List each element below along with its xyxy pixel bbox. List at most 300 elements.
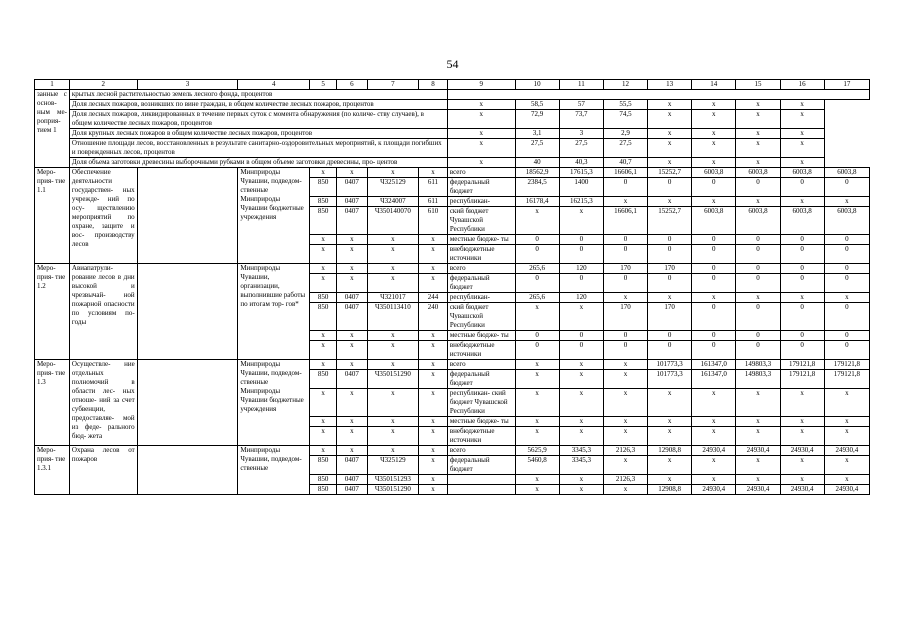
year-amount: 0 (692, 245, 736, 264)
expense-type-code: x (419, 235, 448, 245)
grbs-code: x (310, 168, 337, 178)
year-amount: x (648, 197, 692, 207)
year-amount: 0 (692, 331, 736, 341)
measure-label: Меро- прия- тие 1.2 (35, 264, 70, 360)
year-amount: 6003,8 (780, 207, 824, 235)
year-amount: 0 (780, 303, 824, 331)
indicator-value: x (780, 158, 824, 168)
expense-type-code: x (419, 245, 448, 264)
year-amount: 179121,8 (780, 360, 824, 370)
indicator-text: Отношение площади лесов, восстановленных в результате санитарно-оздоровительных мероприятий, к площади погибших и поврежденных лесов, процентов (69, 139, 447, 158)
grbs-code: 850 (310, 485, 337, 495)
funding-source: всего (447, 264, 515, 274)
year-amount: x (692, 389, 736, 417)
funding-source: местные бюдже- ты (447, 417, 515, 427)
year-amount: 24930,4 (736, 446, 780, 456)
funding-source (447, 485, 515, 495)
year-amount: 0 (780, 331, 824, 341)
indicator-text: Доля объема заготовки древесины выборочными рубками в общем объеме заготовки древесины, про- центов (69, 158, 447, 168)
expense-type-code: x (419, 331, 448, 341)
year-amount: 2126,3 (603, 446, 647, 456)
related-program-cell (137, 168, 238, 264)
year-amount: 5625,9 (515, 446, 559, 456)
measure-name: Осуществле- ние отдельных полномочий в области лес- ных отноше- ний за счет субвенции, предоставляе- мой из феде- рального бюд- жета (69, 360, 137, 446)
year-amount: 5460,8 (515, 456, 559, 475)
year-amount: x (603, 456, 647, 475)
funding-row (35, 168, 870, 178)
indicator-text: крытых лесной растительностью земель лесного фонда, процентов (69, 90, 447, 100)
indicator-value: x (736, 139, 780, 158)
grbs-code: x (310, 417, 337, 427)
indicator-value: x (692, 100, 736, 110)
indicator-value: x (447, 139, 515, 158)
column-number-header: 4 (238, 80, 310, 90)
year-amount: x (736, 417, 780, 427)
column-number-header: 10 (515, 80, 559, 90)
year-amount: 0 (780, 245, 824, 264)
funding-source: местные бюдже- ты (447, 331, 515, 341)
indicator-value: 27,5 (559, 139, 603, 158)
expense-type-code: x (419, 168, 448, 178)
expense-type-code: x (419, 485, 448, 495)
grbs-code: x (310, 341, 337, 360)
target-article-code: Ч321017 (367, 293, 418, 303)
column-number-header: 17 (824, 80, 869, 90)
year-amount: 6003,8 (780, 168, 824, 178)
grbs-code: 850 (310, 475, 337, 485)
year-amount: x (824, 475, 869, 485)
funding-source: республикан- (447, 197, 515, 207)
year-amount: 0 (559, 341, 603, 360)
indicator-text: Доля крупных лесных пожаров в общем количестве лесных пожаров, процентов (69, 129, 447, 139)
year-amount: 0 (736, 341, 780, 360)
year-amount: 0 (824, 274, 869, 293)
year-amount: 2384,5 (515, 178, 559, 197)
year-amount: x (824, 427, 869, 446)
indicator-value: 40,7 (603, 158, 647, 168)
year-amount: x (692, 427, 736, 446)
grbs-code: x (310, 274, 337, 293)
grbs-code: x (310, 446, 337, 456)
year-amount: 0 (603, 274, 647, 293)
measure-name: Авиапатрули- рование лесов в дни высокой и чрезвычай- ной пожарной опасности по условиям по- годы (69, 264, 137, 360)
indicator-value: x (447, 129, 515, 139)
section-code: x (336, 360, 367, 370)
indicator-value: x (648, 139, 692, 158)
expense-type-code: 611 (419, 178, 448, 197)
year-amount: 0 (559, 274, 603, 293)
indicator-value: x (692, 158, 736, 168)
column-number-header: 12 (603, 80, 647, 90)
section-code: 0407 (336, 178, 367, 197)
year-amount: 265,6 (515, 264, 559, 274)
year-amount: 120 (559, 293, 603, 303)
grbs-code: x (310, 360, 337, 370)
year-amount: 0 (603, 245, 647, 264)
related-program-cell (137, 360, 238, 446)
expense-type-code: 610 (419, 207, 448, 235)
indicator-value: 72,9 (515, 110, 559, 129)
target-article-code: x (367, 389, 418, 417)
indicator-value: 3 (559, 129, 603, 139)
target-article-code: Ч350140070 (367, 207, 418, 235)
year-amount: 0 (515, 341, 559, 360)
target-article-code: x (367, 331, 418, 341)
target-article-code: x (367, 360, 418, 370)
year-amount: 16606,1 (603, 207, 647, 235)
year-amount: 0 (780, 264, 824, 274)
year-amount: 101773,3 (648, 360, 692, 370)
year-amount: x (736, 456, 780, 475)
year-amount: x (692, 456, 736, 475)
year-amount: x (559, 417, 603, 427)
year-amount: 265,6 (515, 293, 559, 303)
target-article-code: Ч350151290 (367, 485, 418, 495)
column-number-header: 2 (69, 80, 137, 90)
grbs-code: 850 (310, 370, 337, 389)
year-amount: x (559, 370, 603, 389)
year-amount: 170 (648, 264, 692, 274)
year-amount: x (515, 427, 559, 446)
year-amount: x (515, 475, 559, 485)
indicator-value: 3,1 (515, 129, 559, 139)
year-amount: 161347,0 (692, 370, 736, 389)
year-amount: 0 (824, 303, 869, 331)
column-number-header: 14 (692, 80, 736, 90)
year-amount: 0 (824, 235, 869, 245)
target-article-code: x (367, 427, 418, 446)
target-article-code: Ч325129 (367, 456, 418, 475)
year-amount: 170 (648, 303, 692, 331)
indicator-row (35, 139, 870, 158)
year-amount: 0 (692, 274, 736, 293)
year-amount: 0 (824, 245, 869, 264)
year-amount: x (824, 417, 869, 427)
section-code: 0407 (336, 293, 367, 303)
year-amount: 24930,4 (824, 446, 869, 456)
year-amount: 0 (648, 245, 692, 264)
year-amount: 149803,3 (736, 370, 780, 389)
indicator-value: x (780, 129, 824, 139)
measure-label: Меро- прия- тие 1.3 (35, 360, 70, 446)
executor-cell: Минприроды Чувашии, подведом- ственные Минприроды Чувашии бюджетные учреждения (238, 360, 310, 446)
expense-type-code: x (419, 370, 448, 389)
grbs-code: x (310, 331, 337, 341)
funding-source: ский бюджет Чувашской Республики (447, 303, 515, 331)
year-amount: x (559, 207, 603, 235)
indicator-value: 73,7 (559, 110, 603, 129)
column-number-header: 1 (35, 80, 70, 90)
year-amount: 24930,4 (780, 485, 824, 495)
indicator-row (35, 90, 870, 100)
year-amount: 16606,1 (603, 168, 647, 178)
year-amount: 24930,4 (736, 485, 780, 495)
year-amount: x (603, 197, 647, 207)
year-amount: 0 (736, 331, 780, 341)
expense-type-code: 611 (419, 197, 448, 207)
indicator-value: x (648, 158, 692, 168)
funding-source: всего (447, 446, 515, 456)
section-code: 0407 (336, 475, 367, 485)
year-amount: 179121,8 (780, 370, 824, 389)
section-code: 0407 (336, 456, 367, 475)
column-number-header: 5 (310, 80, 337, 90)
year-amount: x (603, 370, 647, 389)
funding-source: федеральный бюджет (447, 370, 515, 389)
year-amount: x (559, 427, 603, 446)
expense-type-code: x (419, 389, 448, 417)
year-amount: 12908,8 (648, 485, 692, 495)
year-amount: x (780, 456, 824, 475)
year-amount: 170 (603, 264, 647, 274)
indicator-value: 57 (559, 100, 603, 110)
year-amount: 6003,8 (824, 168, 869, 178)
indicator-value: x (692, 129, 736, 139)
funding-source: ский бюджет Чувашской Республики (447, 207, 515, 235)
year-amount: 0 (736, 235, 780, 245)
year-amount: 0 (824, 264, 869, 274)
column-number-header: 3 (137, 80, 238, 90)
target-article-code: Ч350113410 (367, 303, 418, 331)
indicator-row (35, 129, 870, 139)
column-number-header: 13 (648, 80, 692, 90)
page-number: 54 (446, 57, 459, 71)
measure-label: Меро- прия- тие 1.3.1 (35, 446, 70, 495)
indicator-value: x (692, 110, 736, 129)
year-amount: 16215,3 (559, 197, 603, 207)
section-code: x (336, 168, 367, 178)
target-article-code: x (367, 446, 418, 456)
grbs-code: x (310, 245, 337, 264)
expense-type-code: x (419, 341, 448, 360)
expense-type-code: x (419, 360, 448, 370)
year-amount: 18562,9 (515, 168, 559, 178)
grbs-code: 850 (310, 207, 337, 235)
year-amount: 24930,4 (692, 446, 736, 456)
year-amount: x (603, 360, 647, 370)
year-amount: 3345,3 (559, 456, 603, 475)
year-amount: x (515, 485, 559, 495)
year-amount: 0 (736, 274, 780, 293)
expense-type-code: 244 (419, 293, 448, 303)
grbs-code: 850 (310, 178, 337, 197)
funding-source (447, 475, 515, 485)
section-code: 0407 (336, 207, 367, 235)
year-amount: 0 (736, 178, 780, 197)
target-article-code: x (367, 235, 418, 245)
year-amount: 0 (559, 235, 603, 245)
indicator-value: x (447, 100, 515, 110)
expense-type-code: x (419, 446, 448, 456)
year-amount: x (515, 370, 559, 389)
indicator-value: x (447, 110, 515, 129)
section-code: x (336, 274, 367, 293)
year-amount: 0 (648, 235, 692, 245)
funding-source: местные бюдже- ты (447, 235, 515, 245)
target-article-code: x (367, 274, 418, 293)
year-amount: x (780, 475, 824, 485)
year-amount: 0 (515, 331, 559, 341)
indicator-value: x (780, 139, 824, 158)
year-amount: x (515, 389, 559, 417)
year-amount: x (692, 417, 736, 427)
target-article-code: x (367, 417, 418, 427)
column-number-header: 15 (736, 80, 780, 90)
expense-type-code: 240 (419, 303, 448, 331)
year-amount: x (603, 417, 647, 427)
indicator-value: x (736, 100, 780, 110)
indicator-value: x (447, 158, 515, 168)
expense-type-code: x (419, 264, 448, 274)
year-amount: x (736, 293, 780, 303)
year-amount: x (648, 427, 692, 446)
year-amount: 12908,8 (648, 446, 692, 456)
funding-row (35, 264, 870, 274)
funding-row (35, 360, 870, 370)
year-amount: 149803,3 (736, 360, 780, 370)
expense-type-code: x (419, 475, 448, 485)
year-amount: 1400 (559, 178, 603, 197)
column-number-header: 9 (447, 80, 515, 90)
expense-type-code: x (419, 274, 448, 293)
indicator-value: x (692, 139, 736, 158)
year-amount: 0 (692, 303, 736, 331)
section-code: 0407 (336, 485, 367, 495)
grbs-code: x (310, 427, 337, 446)
year-amount: 0 (736, 303, 780, 331)
indicator-row (35, 100, 870, 110)
year-amount: x (824, 456, 869, 475)
year-amount: 3345,3 (559, 446, 603, 456)
year-amount: 0 (648, 331, 692, 341)
section-code: x (336, 427, 367, 446)
year-amount: 0 (692, 341, 736, 360)
year-amount: x (780, 293, 824, 303)
year-amount: x (648, 293, 692, 303)
grbs-code: x (310, 389, 337, 417)
year-amount: 0 (515, 245, 559, 264)
year-amount: 179121,8 (824, 360, 869, 370)
year-amount: 161347,0 (692, 360, 736, 370)
year-amount: 101773,3 (648, 370, 692, 389)
year-amount: x (692, 197, 736, 207)
section-code: x (336, 446, 367, 456)
year-amount: 6003,8 (692, 168, 736, 178)
year-amount: x (559, 475, 603, 485)
funding-source: всего (447, 360, 515, 370)
year-amount: x (559, 303, 603, 331)
section-code: x (336, 417, 367, 427)
section-code: x (336, 264, 367, 274)
year-amount: 24930,4 (692, 485, 736, 495)
year-amount: 0 (736, 264, 780, 274)
indicator-value: x (736, 110, 780, 129)
year-amount: x (824, 197, 869, 207)
year-amount: x (736, 475, 780, 485)
year-amount: 0 (824, 331, 869, 341)
indicator-value: x (648, 100, 692, 110)
indicator-text: Доля лесных пожаров, ликвидированных в течение первых суток с момента обнаружения (по количе- ству случаев), в общем количестве лесных пожаров, процентов (69, 110, 447, 129)
indicator-value: 27,5 (515, 139, 559, 158)
indicator-text: Доля лесных пожаров, возникших по вине граждан, в общем количестве лесных пожаров, процентов (69, 100, 447, 110)
indicator-row (35, 110, 870, 129)
program-table (34, 79, 870, 495)
target-article-code: x (367, 168, 418, 178)
indicator-value: x (648, 129, 692, 139)
column-number-header: 7 (367, 80, 418, 90)
target-article-code: x (367, 341, 418, 360)
expense-type-code: x (419, 417, 448, 427)
year-amount: x (780, 389, 824, 417)
indicator-value: 55,5 (603, 100, 647, 110)
funding-source: федеральный бюджет (447, 456, 515, 475)
year-amount: x (736, 197, 780, 207)
grbs-code: 850 (310, 303, 337, 331)
column-number-header: 8 (419, 80, 448, 90)
year-amount: 2126,3 (603, 475, 647, 485)
year-amount: x (515, 417, 559, 427)
grbs-code: x (310, 235, 337, 245)
section-code: 0407 (336, 197, 367, 207)
column-number-header: 6 (336, 80, 367, 90)
measure-label: занные с основ- ным ме- роприя- тием 1 (35, 90, 70, 168)
section-code: x (336, 245, 367, 264)
year-amount: 17615,3 (559, 168, 603, 178)
funding-source: федеральный бюджет (447, 178, 515, 197)
year-amount: x (559, 360, 603, 370)
executor-cell: Минприроды Чувашии, подведом- ственные Минприроды Чувашии бюджетные учреждения (238, 168, 310, 264)
year-amount: 0 (603, 178, 647, 197)
year-amount: x (603, 485, 647, 495)
target-article-code: Ч350151293 (367, 475, 418, 485)
year-amount: 6003,8 (736, 168, 780, 178)
year-amount: x (515, 303, 559, 331)
year-amount: 0 (559, 331, 603, 341)
year-amount: x (648, 475, 692, 485)
grbs-code: 850 (310, 197, 337, 207)
year-amount: 0 (692, 264, 736, 274)
year-amount: 24930,4 (780, 446, 824, 456)
indicator-value: x (736, 158, 780, 168)
year-amount: 0 (780, 178, 824, 197)
year-amount: 0 (824, 341, 869, 360)
year-amount: x (648, 456, 692, 475)
year-amount: 6003,8 (736, 207, 780, 235)
year-amount: x (515, 360, 559, 370)
year-amount: 0 (515, 274, 559, 293)
year-amount: 0 (692, 235, 736, 245)
target-article-code: x (367, 264, 418, 274)
section-code: x (336, 235, 367, 245)
measure-label: Меро- прия- тие 1.1 (35, 168, 70, 264)
year-amount: 0 (603, 331, 647, 341)
year-amount: x (648, 417, 692, 427)
funding-source: республикан- (447, 293, 515, 303)
measure-name: Обеспечение деятельности государствен- ных учрежде- ний по осу- ществлению мероприятий по охране, защите и вос- производству лесов (69, 168, 137, 264)
year-amount: 0 (603, 341, 647, 360)
section-code: 0407 (336, 370, 367, 389)
year-amount: x (603, 427, 647, 446)
indicator-value: x (648, 110, 692, 129)
year-amount: 0 (736, 245, 780, 264)
section-code: 0407 (336, 303, 367, 331)
indicator-value: x (736, 129, 780, 139)
year-amount: 15252,7 (648, 207, 692, 235)
year-amount: 0 (515, 235, 559, 245)
grbs-code: 850 (310, 293, 337, 303)
year-amount: 6003,8 (692, 207, 736, 235)
year-amount: 120 (559, 264, 603, 274)
